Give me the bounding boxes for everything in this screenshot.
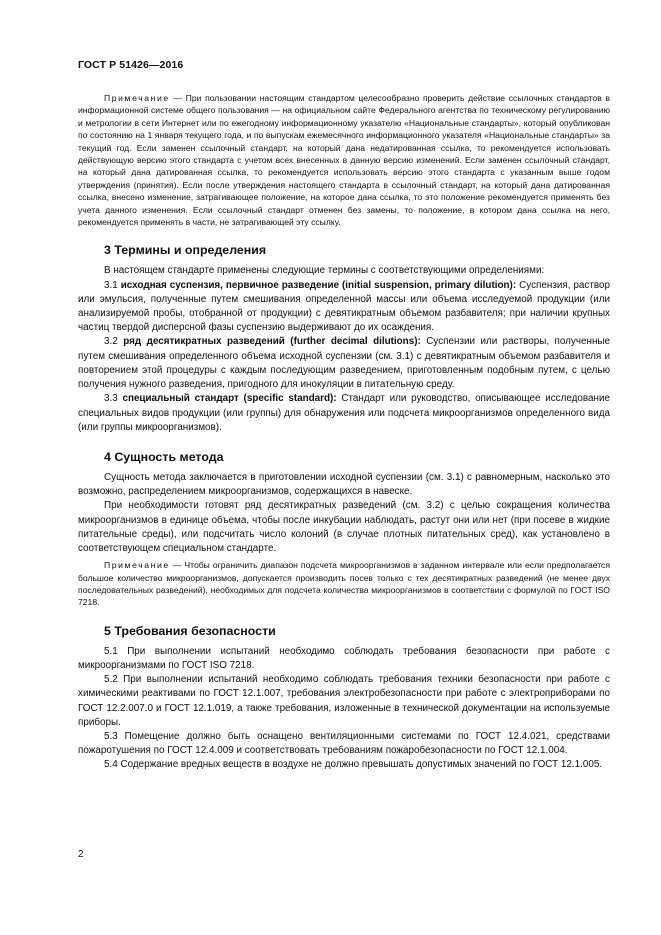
section-5-paragraph-4: 5.4 Содержание вредных веществ в воздухе не должно превышать допустимых значений по ГОСТ 12.1.005.: [104, 759, 603, 771]
term-number: 3.1: [104, 279, 118, 291]
section-5-paragraph-1: 5.1 При выполнении испытаний необходимо соблюдать требования безопасности при работе с микроорганизмами по ГОСТ ISO 7218.: [78, 645, 610, 671]
term-name: специальный стандарт (specific standard):: [122, 393, 337, 405]
term-definition: Суспензия, раствор или эмульсия, полученные путем смешивания определенной массы или объема исследуемой продукции (или анализируемой пробы, отобранной от продукции) с девятикратным объемом разбавителя; при наличии крупных частиц твердой дисперсной фазы суспензию выдерживают до их осаждения.: [78, 279, 610, 334]
section-4-paragraph-2: При необходимости готовят ряд десятикратных разведений (см. 3.2) с целью сокращения количества микроорганизмов в единице объема, чтобы после инкубации наблюдать, растут они или нет (при посеве в жидкие питательные среды), или подсчитать число колоний (в случае плотных питательных сред), как установлено в соответствующем специальном стандарте.: [78, 500, 610, 554]
section-4-title: 4 Сущность метода: [104, 449, 224, 464]
document-header: ГОСТ Р 51426—2016: [78, 59, 184, 71]
note-section-4: [78, 559, 610, 609]
page-number: 2: [78, 849, 84, 860]
term-name: исходная суспензия, первичное разведение (initial suspension, primary dilution):: [120, 279, 517, 291]
term-number: 3.3: [104, 393, 118, 405]
term-definition: Стандарт или руководство, описывающее исследование специальных видов продукции (или группы) для обнаружения или подсчета микроорганизмов определенного вида (или группы микроорганизмов).: [78, 393, 610, 433]
section-3-title: 3 Термины и определения: [104, 243, 267, 258]
term-name: ряд десятикратных разведений (further decimal dilutions):: [123, 336, 421, 348]
term-number: 3.2: [104, 336, 118, 348]
note-label: Примечание: [104, 560, 170, 571]
section-5-title: 5 Требования безопасности: [104, 623, 276, 638]
term-3-3: [78, 392, 610, 435]
section-5-paragraph-2: 5.2 При выполнении испытаний необходимо соблюдать требования техники безопасности при работе с химическими реактивами по ГОСТ 12.1.007, требования электробезопасности при работе с электроприборами по ГОСТ 12.2.007.0 и ГОСТ 12.1.019, а также требования, изложенные в технической документации на используемые приборы.: [78, 674, 610, 728]
note-text: — При пользовании настоящим стандартом целесообразно проверить действие ссылочных стандартов в информационной системе общего пользования — на официальном сайте Федерального агентства по техническому регулированию и метрологии в сети Интернет или по ежегодному информационному указателю «Национальные стандарты», который опубликован по состоянию на 1 января текущего года, и по выпускам ежемесячного информационного указателя «Национальные стандарты» за текущий год. Если заменен ссылочный стандарт, на который дана недатированная ссылка, то рекомендуется использовать действующую версию этого стандарта с учетом всех внесенных в данную версию изменений. Если заменен ссылочный стандарт, на который дана датированная ссылка, то рекомендуется использовать версию этого стандарта с указанным выше годом утверждения (принятия). Если после утверждения настоящего стандарта в ссылочный стандарт, на который дана датированная ссылка, внесено изменение, затрагивающее положение, на которое дана ссылка, то это положение рекомендуется применять без учета данного изменения. Если ссылочный стандарт отменен без замены, то положение, в котором дана ссылка на него, рекомендуется применять в части, не затрагивающей эту ссылку.: [78, 93, 610, 228]
term-3-1: [78, 279, 610, 336]
section-3-intro: В настоящем стандарте применены следующие термины с соответствующими определениями:: [104, 265, 545, 277]
note-references: [78, 92, 610, 228]
term-3-2: [78, 335, 610, 392]
note-label: Примечание: [104, 93, 170, 103]
note-text: — Чтобы ограничить диапазон подсчета микроорганизмов в заданном интервале или если предполагается большое количество микроорганизмов, допускается производить посев только с тех десятикратных разведений (не менее двух последовательных разведений), необходимых для подсчета количества микроорганизмов в соответствии с формулой по ГОСТ ISO 7218.: [78, 560, 611, 608]
section-4-paragraph-1: Сущность метода заключается в приготовлении исходной суспензии (см. 3.1) с равномерным, насколько это возможно, распределением микроорганизмов, содержащихся в навеске.: [78, 471, 610, 498]
term-definition: Суспензии или растворы, полученные путем смешивания определенного объема исходной суспензии (см. 3.1) с девятикратным объемом разбавителя и повторением этой процедуры с каждым последующим разведением, приготовленным подобным путем, с целью получения нужного разведения, пригодного для инокуляции в питательную среду.: [78, 336, 610, 391]
page-content: [78, 92, 610, 773]
section-5-paragraph-3: 5.3 Помещение должно быть оснащено вентиляционными системами по ГОСТ 12.4.021, средствами пожаротушения по ГОСТ 12.4.009 и соответствовать требованиям пожаробезопасности по ГОСТ 12.1.004.: [78, 730, 610, 757]
